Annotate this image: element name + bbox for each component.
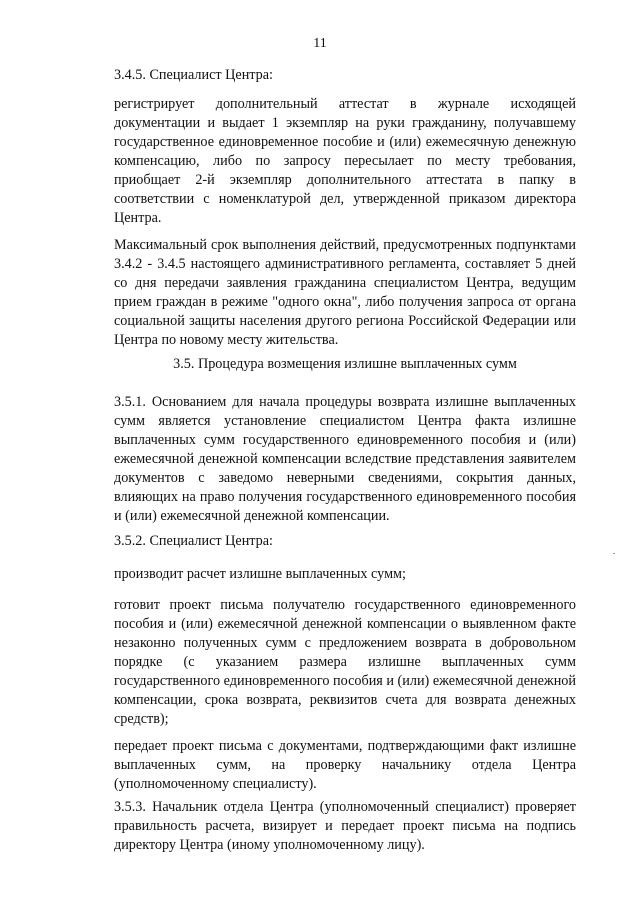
paragraph-3-5-1: 3.5.1. Основанием для начала процедуры возврата излишне выплаченных сумм является установление специалистом Центра факта излишне выплаченных сумм государственного единовременного пособия и (или) ежемесячной денежной компенсации вследствие представления заявителем документов с заведомо неверными сведениями, сокрытия данных, влияющих на право получения государственного единовременного пособия и (или) ежемесячной денежной компенсации.	[114, 394, 576, 524]
paragraph-3-5-2-heading: 3.5.2. Специалист Центра:	[114, 533, 273, 549]
paragraph-calculates-sums: производит расчет излишне выплаченных сумм;	[114, 566, 406, 582]
paragraph-registers-attestat: регистрирует дополнительный аттестат в журнале исходящей документации и выдает 1 экземпляр на руки гражданину, получавшему государственное единовременное пособие и (или) ежемесячную денежную компенсацию, либо по запросу пересылает по месту требования, приобщает 2-й экземпляр дополнительного аттестата в папку в соответствии с номенклатурой дел, утвержденной приказом директора Центра.	[114, 96, 576, 226]
page-number: 11	[313, 36, 327, 51]
paragraph-3-5-3: 3.5.3. Начальник отдела Центра (уполномоченный специалист) проверяет правильность расчета, визирует и передает проект письма на подпись директору Центра (иному уполномоченному лицу).	[114, 799, 576, 853]
section-3-5-heading: 3.5. Процедура возмещения излишне выплаченных сумм	[173, 356, 517, 372]
paragraph-3-4-5-heading: 3.4.5. Специалист Центра:	[114, 67, 273, 83]
paragraph-transfers-letter: передает проект письма с документами, подтверждающими факт излишне выплаченных сумм, на проверку начальнику отдела Центра (уполномоченному специалисту).	[114, 738, 576, 792]
scan-speck	[613, 553, 615, 554]
paragraph-prepares-letter: готовит проект письма получателю государственного единовременного пособия и (или) ежемесячной денежной компенсации о выявленном факте незаконно полученных сумм с предложением возврата в добровольном порядке (с указанием размера излишне выплаченных сумм государственного единовременного пособия и (или) ежемесячной денежной компенсации, срока возврата, реквизитов счета для возврата денежных средств);	[114, 597, 576, 727]
paragraph-max-term: Максимальный срок выполнения действий, предусмотренных подпунктами 3.4.2 - 3.4.5 настоящего административного регламента, составляет 5 дней со дня передачи заявления гражданина специалистом Центра, ведущим прием граждан в режиме "одного окна", либо получения запроса от органа социальной защиты населения другого региона Российской Федерации или Центра по новому месту жительства.	[114, 237, 576, 348]
